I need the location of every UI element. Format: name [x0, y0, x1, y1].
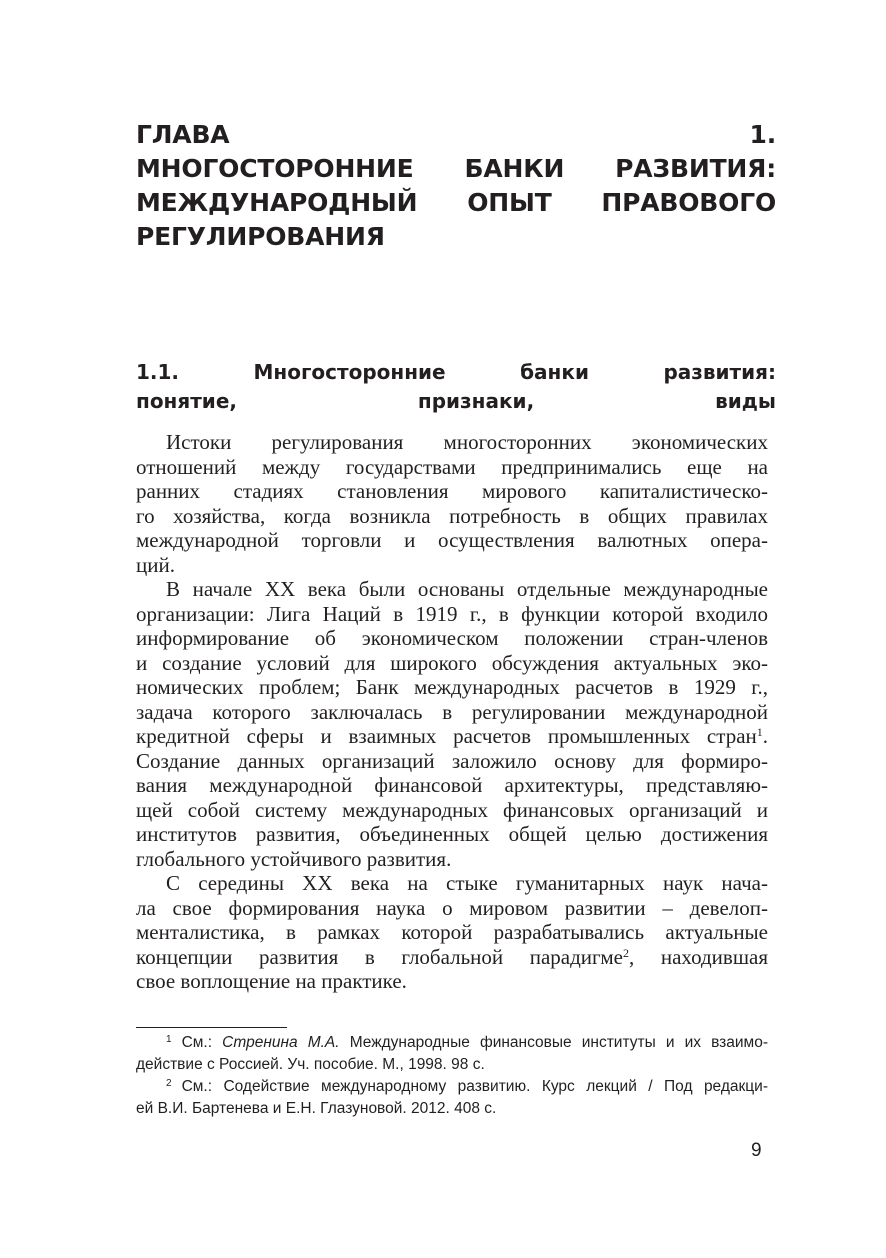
- body-text: [136, 430, 768, 994]
- text-segment: концепции развития в глобальной парадигме: [136, 944, 623, 969]
- text-line: го хозяйства, когда возникла потребность в общих правилах: [136, 503, 768, 528]
- text-line: организации: Лига Наций в 1919 г., в функции которой входило: [136, 601, 768, 626]
- text-line: щей собой систему международных финансовых организаций и: [136, 797, 768, 822]
- page-number: 9: [751, 1140, 762, 1161]
- section-title-line: понятие, признаки, виды: [136, 389, 776, 413]
- footnote-line: [136, 1032, 768, 1054]
- text-line-with-footnote-ref: [136, 945, 768, 970]
- text-segment: .: [762, 724, 768, 748]
- text-line: и создание условий для широкого обсуждения актуальных эко-: [136, 650, 768, 675]
- chapter-title: [136, 118, 776, 254]
- text-line: ла свое формирования наука о мировом развитии – девелоп-: [136, 895, 768, 920]
- text-line: вания международной финансовой архитектуры, представляю-: [136, 773, 768, 797]
- chapter-title-line: МНОГОСТОРОННИЕ БАНКИ РАЗВИТИЯ:: [136, 154, 776, 183]
- text-line: институтов развития, объединенных общей целью достижения: [136, 822, 768, 846]
- text-line: ций.: [136, 552, 175, 577]
- text-segment: , находившая: [629, 944, 768, 969]
- footnote-text: См.: Содействие международному развитию. Курс лекций / Под редакци-: [181, 1078, 768, 1095]
- footnotes: [136, 1032, 768, 1120]
- section-title: [136, 358, 776, 416]
- footnote-author: Стренина М.А.: [222, 1034, 340, 1051]
- text-line: информирование об экономическом положении стран-членов: [136, 626, 768, 650]
- footnote-line: ей В.И. Бартенева и Е.Н. Глазуновой. 2012. 408 с.: [136, 1100, 497, 1117]
- footnote-number: 1: [166, 1034, 172, 1045]
- footnote-1: [136, 1032, 768, 1076]
- text-line: свое воплощение на практике.: [136, 969, 407, 993]
- text-line: международной торговли и осуществления валютных опера-: [136, 528, 768, 552]
- text-line: отношений между государствами предпринимались еще на: [136, 454, 768, 479]
- text-line: задача которого заключалась в регулировании международной: [136, 699, 768, 724]
- chapter-title-line: РЕГУЛИРОВАНИЯ: [136, 222, 385, 251]
- text-line: Создание данных организаций заложило основу для формиро-: [136, 748, 768, 773]
- text-line: глобального устойчивого развития.: [136, 846, 452, 871]
- text-line: ранних стадиях становления мирового капиталистическо-: [136, 479, 768, 503]
- text-line-with-footnote-ref: [136, 724, 768, 749]
- footnote-prefix: См.:: [181, 1034, 223, 1051]
- paragraph-1: [136, 430, 768, 577]
- text-line: Истоки регулирования многосторонних экономических: [166, 430, 768, 454]
- text-line: С середины XX века на стыке гуманитарных наук нача-: [166, 871, 768, 895]
- footnote-divider: [136, 1027, 287, 1028]
- text-segment: кредитной сферы и взаимных расчетов промышленных стран: [136, 724, 757, 748]
- paragraph-3: [136, 871, 768, 994]
- chapter-title-line: ГЛАВА 1.: [136, 120, 776, 149]
- footnote-text: Международные финансовые институты и их взаимо-: [339, 1034, 768, 1051]
- footnote-ref-1: 1: [756, 725, 763, 739]
- footnote-number: 2: [166, 1078, 172, 1089]
- text-line: номических проблем; Банк международных расчетов в 1929 г.,: [136, 675, 768, 699]
- text-line: менталистика, в рамках которой разрабатывались актуальные: [136, 920, 768, 944]
- section-title-line: 1.1. Многосторонние банки развития:: [136, 360, 776, 384]
- footnote-2: [136, 1076, 768, 1120]
- footnote-line: действие с Россией. Уч. пособие. М., 1998. 98 с.: [136, 1056, 485, 1073]
- footnote-ref-2: 2: [623, 945, 629, 960]
- paragraph-2: [136, 577, 768, 871]
- chapter-title-line: МЕЖДУНАРОДНЫЙ ОПЫТ ПРАВОВОГО: [136, 188, 776, 217]
- text-line: В начале XX века были основаны отдельные международные: [166, 577, 768, 601]
- footnote-line: [136, 1076, 768, 1098]
